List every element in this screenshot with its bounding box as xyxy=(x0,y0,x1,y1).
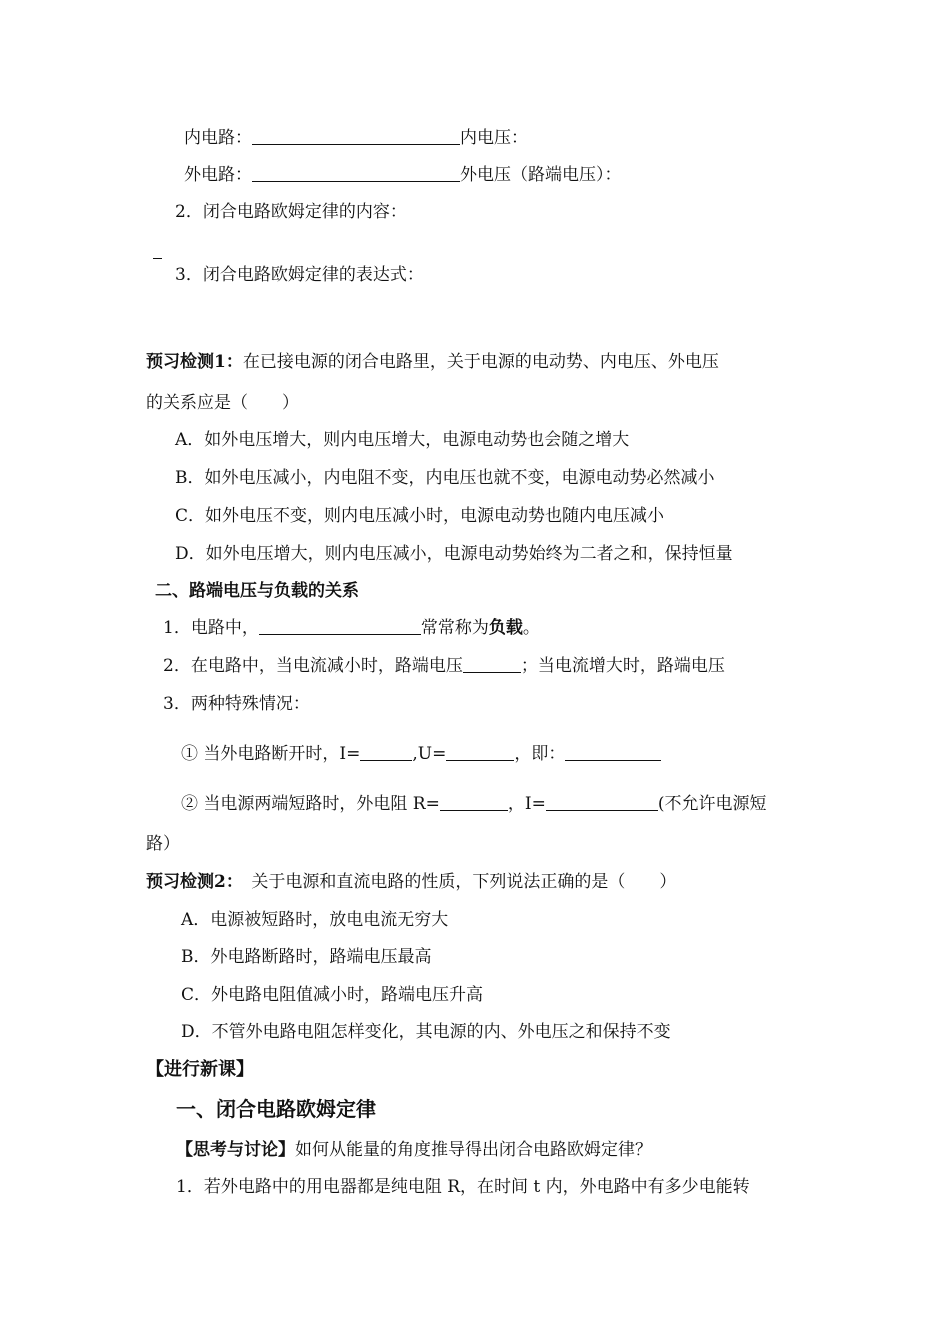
check1-question-line2: 的关系应是（ ） xyxy=(146,393,299,413)
check1-option-a: A．如外电压增大，则内电压增大，电源电动势也会随之增大 xyxy=(175,430,630,450)
check1-label: 预习检测1： xyxy=(146,352,243,372)
case2-line xyxy=(181,793,766,815)
discussion-text: 如何从能量的角度推导得出闭合电路欧姆定律？ xyxy=(295,1140,652,1160)
case1-line xyxy=(181,743,661,765)
load-blank xyxy=(259,617,421,635)
discussion-line xyxy=(176,1139,652,1161)
new-lesson-heading: 【进行新课】 xyxy=(146,1059,254,1080)
section2-item1-suffix: 常常称为 xyxy=(420,618,489,638)
check1-option-c: C．如外电压不变，则内电压减小时，电源电动势也随内电压减小 xyxy=(175,506,665,526)
check1-option-b: B．如外电压减小，内电阻不变，内电压也就不变，电源电动势必然减小 xyxy=(175,468,715,488)
check2-question-text: 关于电源和直流电路的性质，下列说法正确的是（ ） xyxy=(234,872,677,892)
check1-question-line1 xyxy=(146,351,719,373)
check2-option-c: C．外电路电阻值减小时，路端电压升高 xyxy=(181,985,484,1005)
case2-continuation: 路） xyxy=(146,834,180,854)
check2-option-b: B．外电路断路时，路端电压最高 xyxy=(181,947,432,967)
section2-heading: 二、路端电压与负载的关系 xyxy=(155,581,359,601)
section2-item3: 3．两种特殊情况： xyxy=(163,694,310,714)
inner-circuit-blank xyxy=(252,127,460,145)
outer-circuit-label: 外电路： xyxy=(184,165,252,185)
case1-mid: ,U= xyxy=(412,744,447,764)
section1-item3: 3．闭合电路欧姆定律的表达式： xyxy=(175,265,424,285)
case2-resistance-blank xyxy=(440,793,508,811)
section2-item1-prefix: 1．电路中， xyxy=(163,618,259,638)
case1-prefix: ① 当外电路断开时，I= xyxy=(181,744,361,764)
case2-current-blank xyxy=(546,793,658,811)
case2-mid: ，I= xyxy=(507,794,546,814)
case1-voltage-blank xyxy=(446,743,514,761)
load-term: 负载 xyxy=(488,618,523,638)
section2-item2 xyxy=(163,655,725,677)
section2-item1 xyxy=(163,617,540,639)
case1-current-blank xyxy=(360,743,412,761)
section2-item2-prefix: 2．在电路中，当电流减小时，路端电压 xyxy=(163,656,463,676)
stray-underline-mark xyxy=(153,258,162,259)
case2-end: (不允许电源短 xyxy=(657,794,767,814)
discussion-label: 【思考与讨论】 xyxy=(176,1140,295,1160)
section1-item2: 2．闭合电路欧姆定律的内容： xyxy=(175,202,407,222)
ohms-law-subheading: 一、闭合电路欧姆定律 xyxy=(176,1097,376,1121)
voltage-decrease-blank xyxy=(463,655,521,673)
new-lesson-item1: 1．若外电路中的用电器都是纯电阻 R，在时间 t 内，外电路中有多少电能转 xyxy=(176,1177,750,1197)
case1-meaning-blank xyxy=(565,743,661,761)
outer-circuit-blank xyxy=(252,164,460,182)
check1-question-text1: 在已接电源的闭合电路里，关于电源的电动势、内电压、外电压 xyxy=(242,352,719,372)
check2-option-a: A．电源被短路时，放电电流无穷大 xyxy=(181,910,449,930)
check2-question-line xyxy=(146,871,676,893)
case1-end: ，即： xyxy=(514,744,566,764)
check2-label: 预习检测2： xyxy=(146,872,235,892)
check1-option-d: D．如外电压增大，则内电压减小，电源电动势始终为二者之和，保持恒量 xyxy=(175,544,733,564)
inner-circuit-label: 内电路： xyxy=(184,128,252,148)
section2-item2-suffix: ；当电流增大时，路端电压 xyxy=(520,656,725,676)
check2-option-d: D．不管外电路电阻怎样变化，其电源的内、外电压之和保持不变 xyxy=(181,1022,671,1042)
outer-voltage-label: 外电压（路端电压）： xyxy=(460,165,622,185)
outer-circuit-line xyxy=(184,164,622,186)
inner-voltage-label: 内电压： xyxy=(460,128,528,148)
section2-item1-end: 。 xyxy=(522,618,540,638)
inner-circuit-line xyxy=(184,127,528,149)
case2-prefix: ② 当电源两端短路时，外电阻 R= xyxy=(181,794,440,814)
